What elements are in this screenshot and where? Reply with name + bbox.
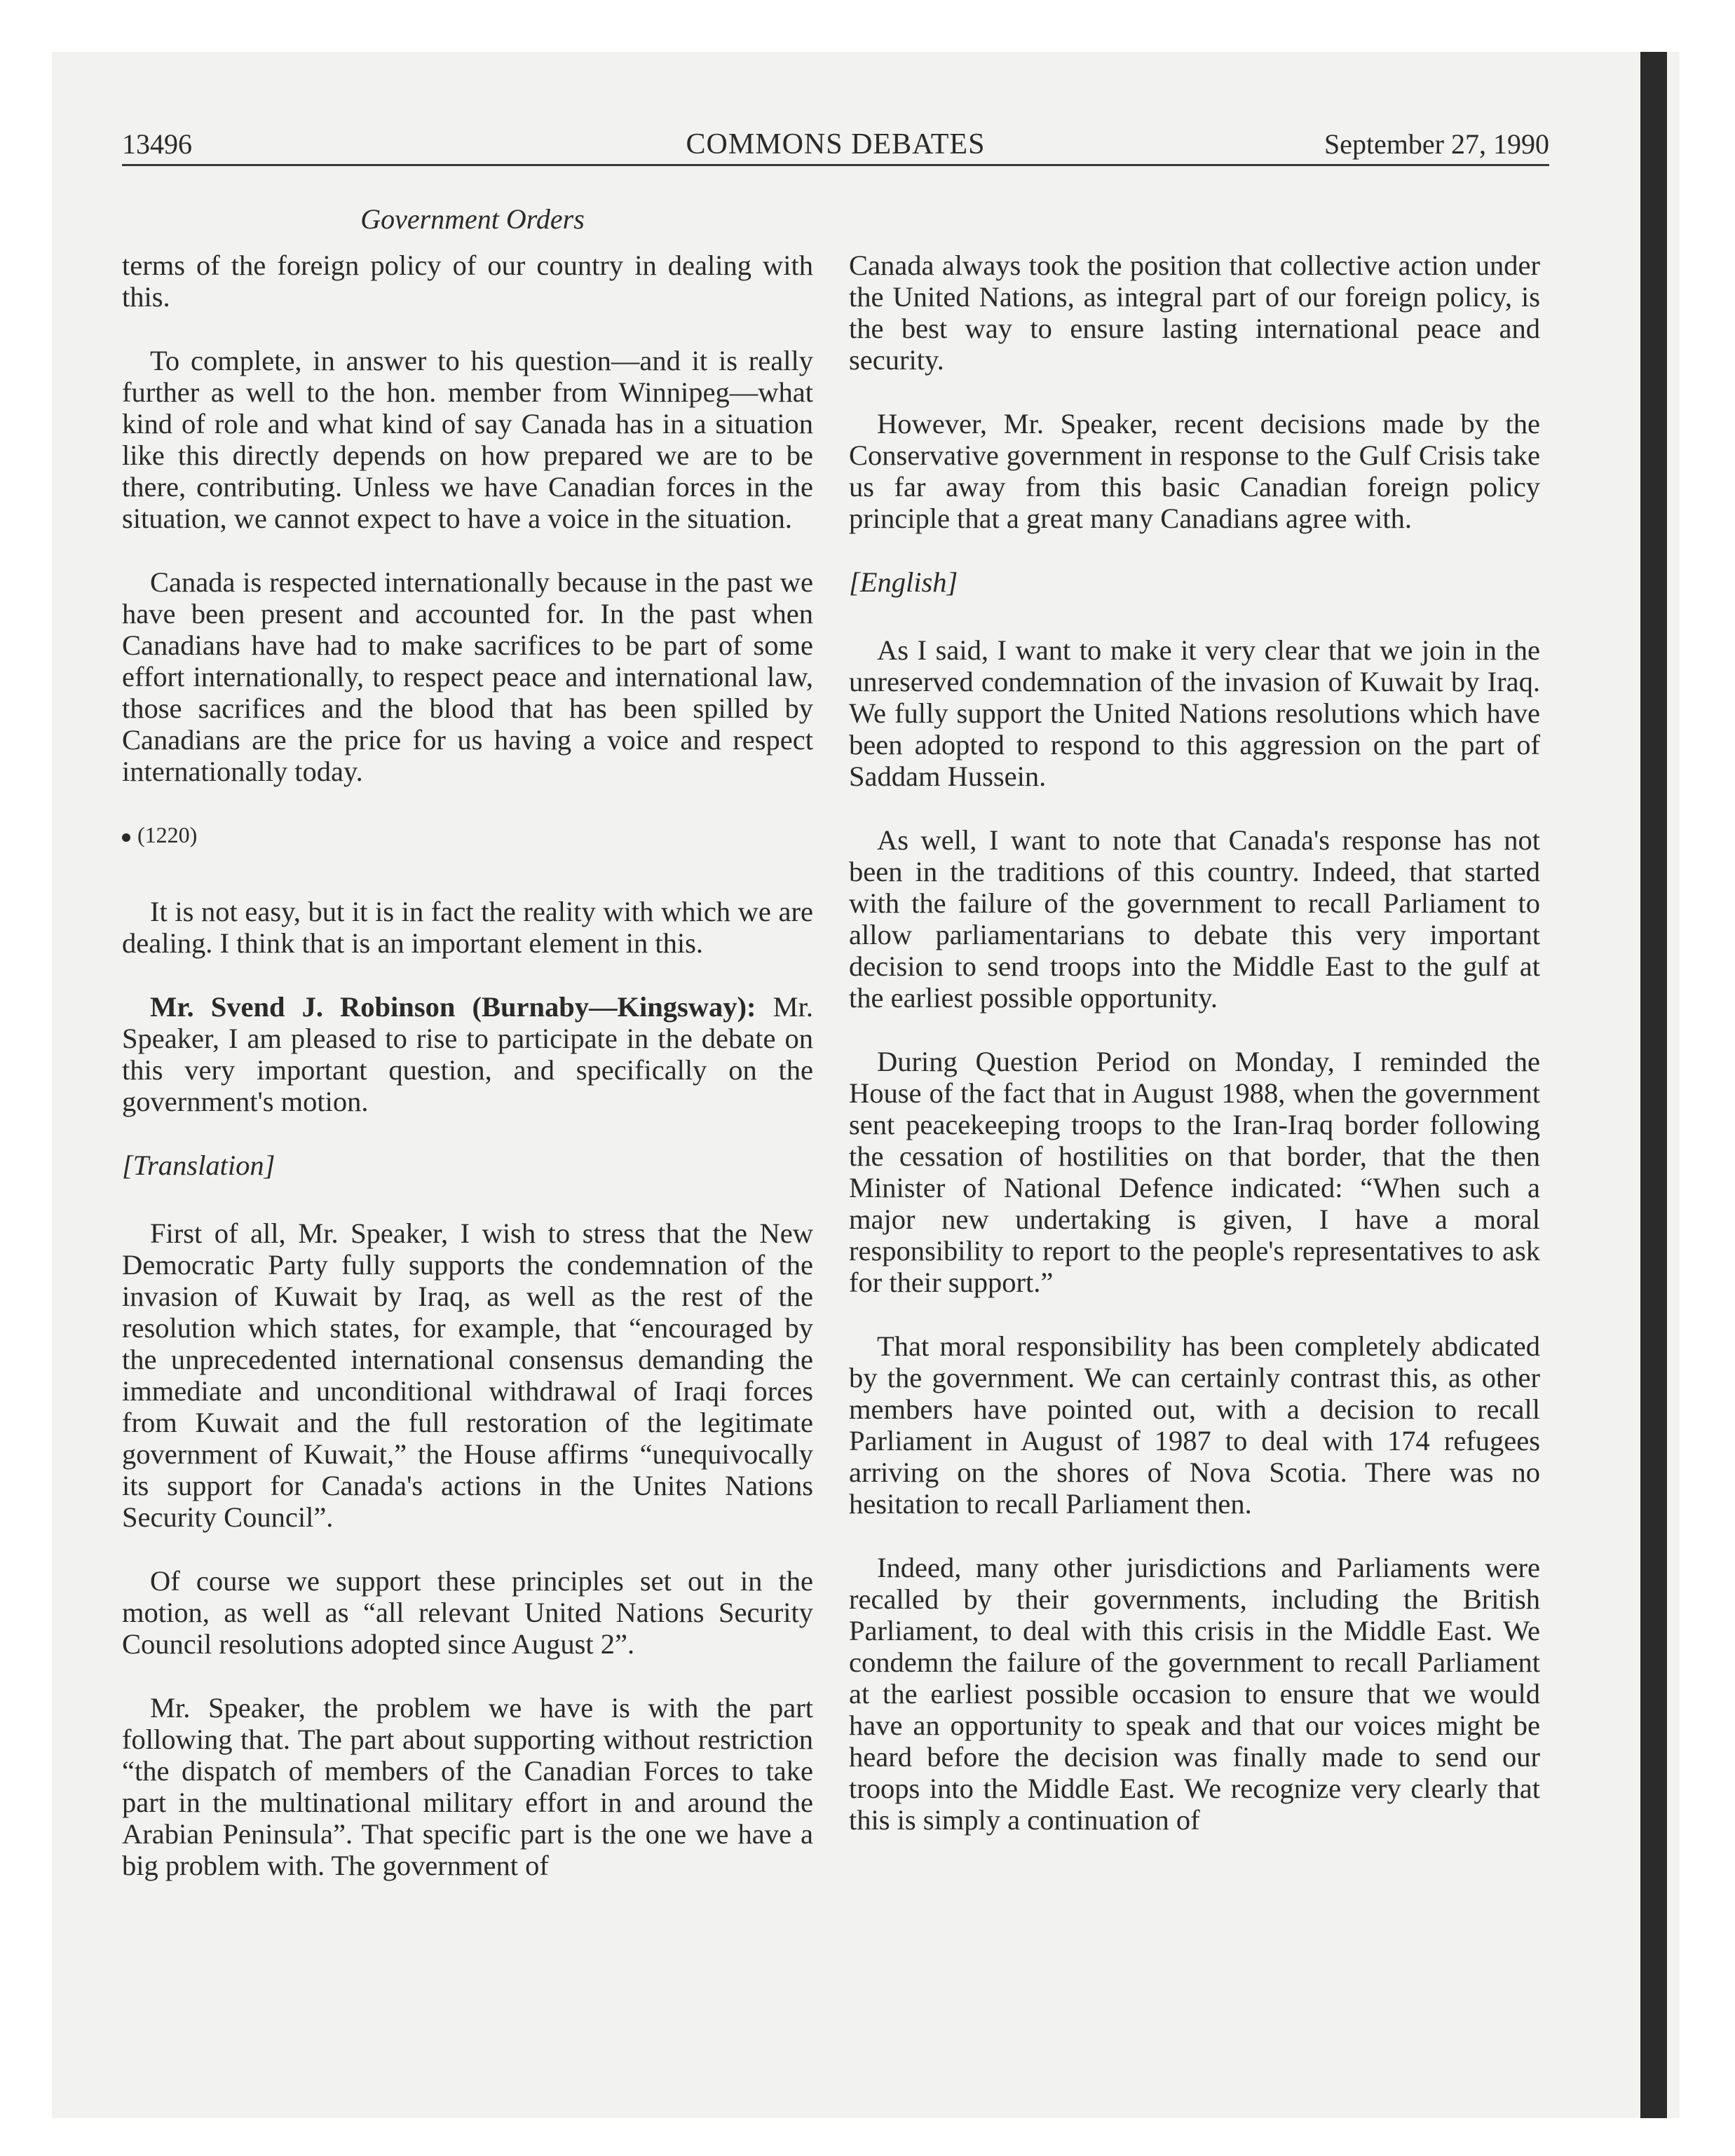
publication-title: COMMONS DEBATES bbox=[686, 128, 986, 161]
paragraph: To complete, in answer to his question—and it is really further as well to the hon. member from Winnipeg—what kind of role and what kind of say Canada has in a situation like this directly depends on how prepared we are to be there, contributing. Unless we have Canadian forces in the situation, we cannot expect to have a voice in the situation. bbox=[122, 345, 813, 534]
paragraph: Of course we support these principles set out in the motion, as well as “all relevant United Nations Security Council resolutions adopted since August 2”. bbox=[122, 1565, 813, 1660]
page-number: 13496 bbox=[122, 128, 192, 160]
left-column bbox=[122, 250, 813, 1913]
paragraph: terms of the foreign policy of our country in dealing with this. bbox=[122, 250, 813, 313]
section-heading: Government Orders bbox=[360, 203, 585, 235]
paragraph: Canada always took the position that collective action under the United Nations, as integral part of our foreign policy, is the best way to ensure lasting international peace and security. bbox=[849, 250, 1540, 376]
language-tag: [Translation] bbox=[122, 1149, 275, 1181]
paragraph: First of all, Mr. Speaker, I wish to stress that the New Democratic Party fully supports the condemnation of the invasion of Kuwait by Iraq, as well as the rest of the resolution which states, for example, that “encouraged by the unprecedented international consensus demanding the immediate and unconditional withdrawal of Iraqi forces from Kuwait and the full restoration of the legitimate government of Kuwait,” the House affirms “unequivocally its support for Canada's actions in the Unites Nations Security Council”. bbox=[122, 1217, 813, 1533]
bullet-icon bbox=[122, 833, 130, 842]
time-marker-text: (1220) bbox=[137, 822, 198, 847]
speaker-name: Mr. Svend J. Robinson (Burnaby—Kingsway): bbox=[150, 991, 756, 1023]
paragraph: Mr. Speaker, the problem we have is with the part following that. The part about supporting without restriction “the dispatch of members of the Canadian Forces to take part in the multinational military effort in and around the Arabian Peninsula”. That specific part is the one we have a big problem with. The government of bbox=[122, 1692, 813, 1881]
paragraph: Indeed, many other jurisdictions and Parliaments were recalled by their governments, including the British Parliament, to deal with this crisis in the Middle East. We condemn the failure of the government to recall Parliament at the earliest possible occasion to ensure that we would have an opportunity to speak and that our voices might be heard before the decision was finally made to send our troops into the Middle East. We recognize very clearly that this is simply a continuation of bbox=[849, 1552, 1540, 1836]
paragraph: As well, I want to note that Canada's response has not been in the traditions of this country. Indeed, that started with the failure of the government to recall Parliament to allow parliamentarians to debate this very important decision to send troops into the Middle East to the gulf at the earliest possible opportunity. bbox=[849, 824, 1540, 1014]
paragraph: During Question Period on Monday, I reminded the House of the fact that in August 1988, when the government sent peacekeeping troops to the Iran-Iraq border following the cessation of hostilities on that border, that the then Minister of National Defence indicated: “When such a major new undertaking is given, I have a moral responsibility to report to the people's representatives to ask for their support.” bbox=[849, 1046, 1540, 1298]
paragraph: However, Mr. Speaker, recent decisions made by the Conservative government in response to the Gulf Crisis take us far away from this basic Canadian foreign policy principle that a great many Canadians agree with. bbox=[849, 408, 1540, 534]
running-header bbox=[122, 125, 1549, 166]
speech-text: Mr. Speaker, I am pleased to rise to participate in the debate on this very important question, and specifically on the government's motion. bbox=[122, 991, 813, 1117]
right-column bbox=[849, 250, 1540, 1868]
time-marker bbox=[122, 819, 813, 851]
language-tag: [English] bbox=[849, 566, 958, 598]
speech-paragraph bbox=[122, 991, 813, 1117]
paragraph: It is not easy, but it is in fact the reality with which we are dealing. I think that is an important element in this. bbox=[122, 896, 813, 959]
paragraph: That moral responsibility has been completely abdicated by the government. We can certainly contrast this, as other members have pointed out, with a decision to recall Parliament in August of 1987 to deal with 174 refugees arriving on the shores of Nova Scotia. There was no hesitation to recall Parliament then. bbox=[849, 1330, 1540, 1520]
paragraph: As I said, I want to make it very clear that we join in the unreserved condemnation of the invasion of Kuwait by Iraq. We fully support the United Nations resolutions which have been adopted to respond to this aggression on the part of Saddam Hussein. bbox=[849, 634, 1540, 792]
scan-edge-shadow bbox=[1640, 52, 1667, 2118]
header-date: September 27, 1990 bbox=[1324, 128, 1549, 160]
paragraph: Canada is respected internationally because in the past we have been present and accounted for. In the past when Canadians have had to make sacrifices to be part of some effort internationally, to respect peace and international law, those sacrifices and the blood that has been spilled by Canadians are the price for us having a voice and respect internationally today. bbox=[122, 566, 813, 787]
